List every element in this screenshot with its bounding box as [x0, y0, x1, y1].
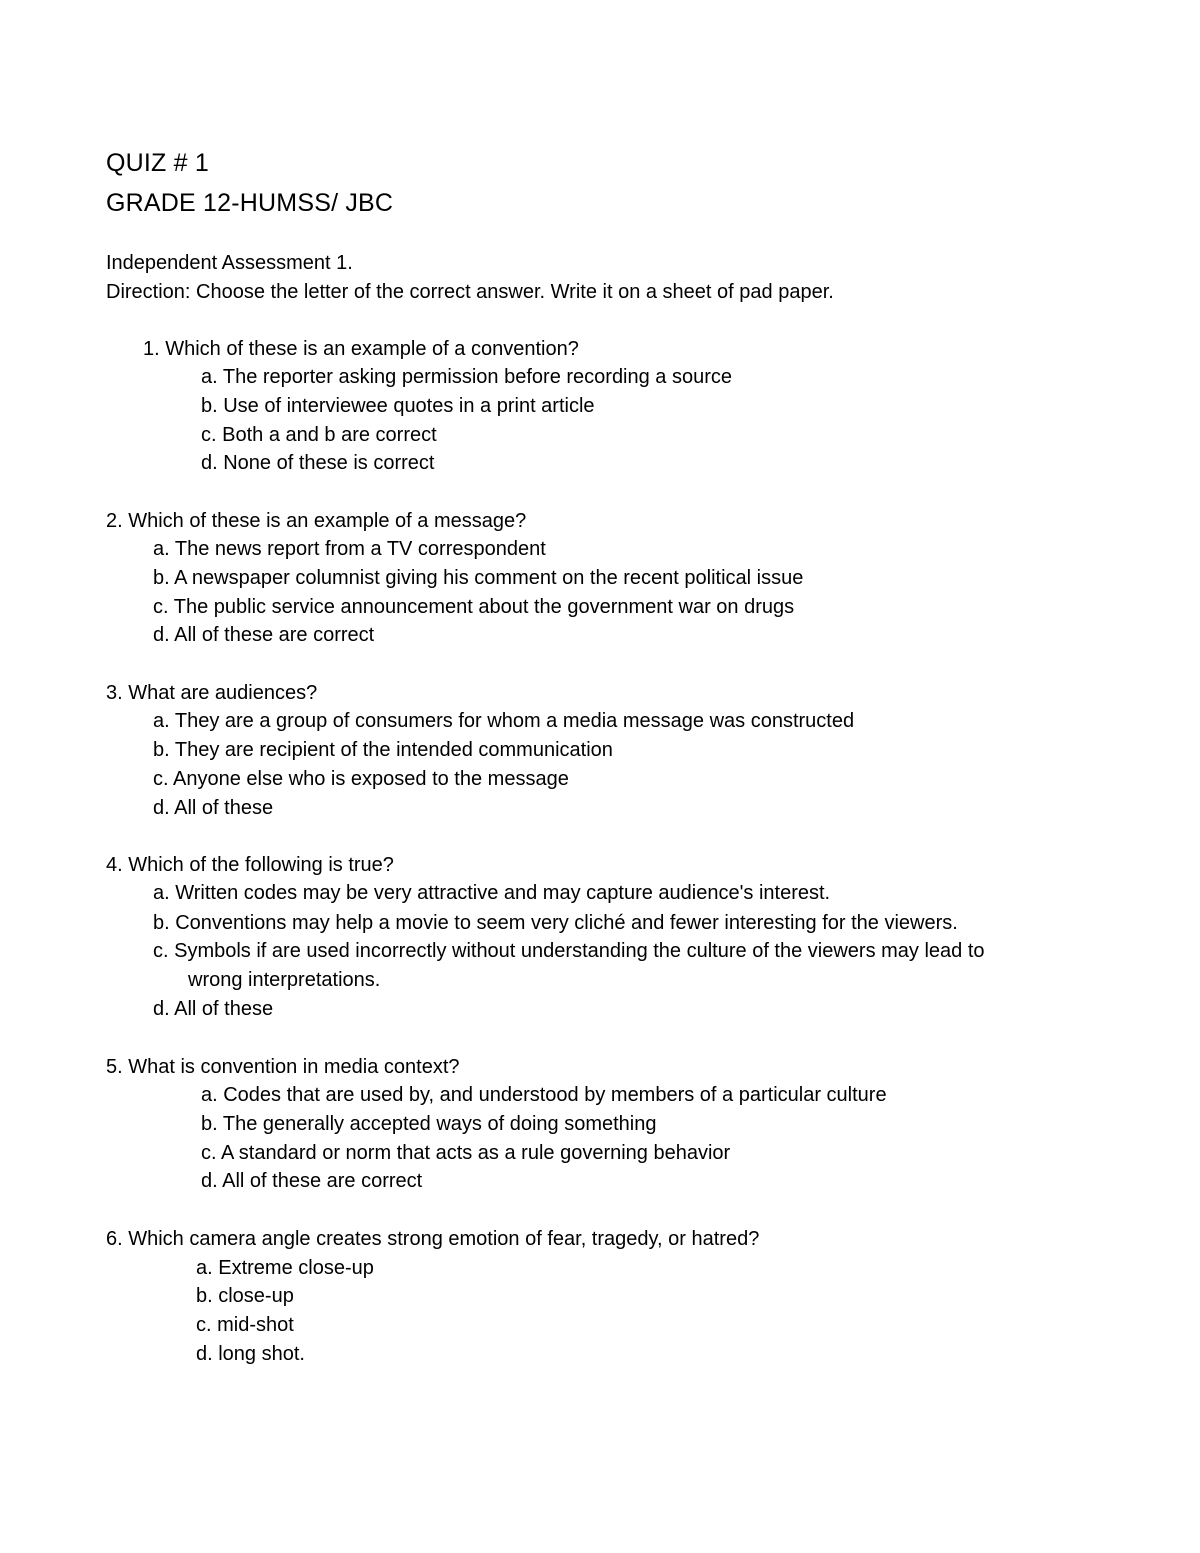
question-text: 4. Which of the following is true? — [106, 854, 394, 876]
question-text: 2. Which of these is an example of a message? — [106, 510, 527, 532]
choice-item: c. Both a and b are correct — [201, 424, 437, 446]
choice-item-continuation: wrong interpretations. — [188, 969, 381, 991]
choice-item: c. Symbols if are used incorrectly without understanding the culture of the viewers may lead to — [153, 940, 985, 962]
choice-item: d. All of these — [153, 797, 274, 819]
choice-item: b. Use of interviewee quotes in a print article — [201, 395, 595, 417]
choice-item: b. Conventions may help a movie to seem very cliché and fewer interesting for the viewers. — [153, 912, 958, 934]
choice-item: d. All of these — [153, 998, 274, 1020]
choice-item: a. Codes that are used by, and understood by members of a particular culture — [201, 1084, 887, 1106]
choice-item: a. They are a group of consumers for whom a media message was constructed — [153, 710, 855, 732]
choice-item: d. long shot. — [196, 1343, 305, 1365]
question-text: 5. What is convention in media context? — [106, 1056, 460, 1078]
choice-item: c. The public service announcement about the government war on drugs — [153, 596, 795, 618]
choice-item: b. close-up — [196, 1285, 294, 1307]
choice-item: b. A newspaper columnist giving his comment on the recent political issue — [153, 567, 804, 589]
choice-item: a. The news report from a TV correspondent — [153, 538, 546, 560]
choice-item: c. A standard or norm that acts as a rule governing behavior — [201, 1142, 731, 1164]
choice-item: d. All of these are correct — [153, 624, 375, 646]
question-text: 6. Which camera angle creates strong emotion of fear, tragedy, or hatred? — [106, 1228, 760, 1250]
choice-item: b. The generally accepted ways of doing something — [201, 1113, 657, 1135]
question-text: 1. Which of these is an example of a convention? — [143, 338, 579, 360]
choice-item: a. The reporter asking permission before recording a source — [201, 366, 733, 388]
choice-item: d. All of these are correct — [201, 1170, 423, 1192]
choice-item: a. Written codes may be very attractive and may capture audience's interest. — [153, 882, 831, 904]
choice-item: a. Extreme close-up — [196, 1257, 374, 1279]
question-text: 3. What are audiences? — [106, 682, 318, 704]
choice-item: d. None of these is correct — [201, 452, 435, 474]
quiz-title: QUIZ # 1 — [106, 149, 210, 177]
choice-item: c. Anyone else who is exposed to the message — [153, 768, 569, 790]
choice-item: b. They are recipient of the intended communication — [153, 739, 613, 761]
choice-item: c. mid-shot — [196, 1314, 294, 1336]
assessment-label: Independent Assessment 1. — [106, 252, 353, 274]
direction-text: Direction: Choose the letter of the correct answer. Write it on a sheet of pad paper. — [106, 281, 834, 303]
grade-title: GRADE 12-HUMSS/ JBC — [106, 189, 394, 217]
